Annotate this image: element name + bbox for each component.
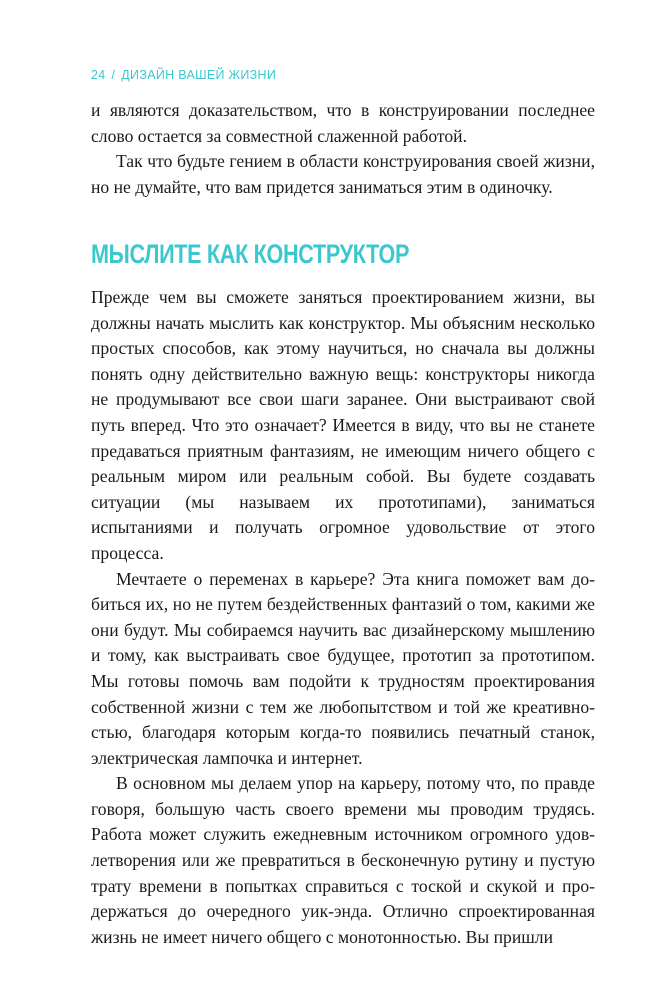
running-header [91, 68, 276, 82]
intro-text [91, 98, 595, 200]
paragraph: Мечтаете о переменах в карьере? Эта книга поможет вам добиться их, но не путем бездейственных фантазий о том, какими же они будут. Мы собираемся научить вас дизайнерскому мышлению и тому, как выстраивать свое будущее, прототип за прототипом. Мы готовы помочь вам подойти к трудностям проектирования собственной жизни с тем же любопытством и той же креативностью, благодаря которым когда-то появились печатный станок, электрическая лампочка и интернет. [91, 568, 595, 768]
section-body [91, 285, 595, 950]
page-number: 24 [91, 68, 106, 82]
section-heading: МЫСЛИТЕ КАК КОНСТРУКТОР [91, 239, 410, 269]
header-separator: / [111, 68, 116, 82]
paragraph: Прежде чем вы сможете заняться проектированием жизни, вы должны начать мыслить как конструктор. Мы объясним несколько простых способов, как этому научиться, но сначала вы должны понять одну действительно важную вещь: конструкторы никогда не продумывают все свои шаги заранее. Они выстраивают свой путь вперед. Что это означает? Имеется в виду, что вы не станете предаваться приятным фантазиям, не имеющим ничего общего с реальным миром или реальным собой. Вы будете создавать ситуации (мы называем их прототипами), заниматься испытаниями и получать огромное удовольствие от этого процесса. [91, 287, 595, 563]
paragraph: В основном мы делаем упор на карьеру, потому что, по правде говоря, большую часть своего времени мы проводим трудясь. Работа может служить ежедневным источником огромного удовлетворения или же превратиться в бесконечную рутину и пустую трату времени в попытках справиться с тоской и скукой и продержаться до очередного уик-энда. Отлично спроектированная жизнь не имеет ничего общего с монотонностью. Вы пришли [91, 773, 595, 947]
paragraph: и являются доказательством, что в конструировании последнее слово остается за совместной слаженной работой. [91, 100, 595, 146]
paragraph: Так что будьте гением в области конструирования своей жизни, но не думайте, что вам придется заниматься этим в одиночку. [91, 151, 595, 197]
book-title: ДИЗАЙН ВАШЕЙ ЖИЗНИ [121, 68, 277, 82]
